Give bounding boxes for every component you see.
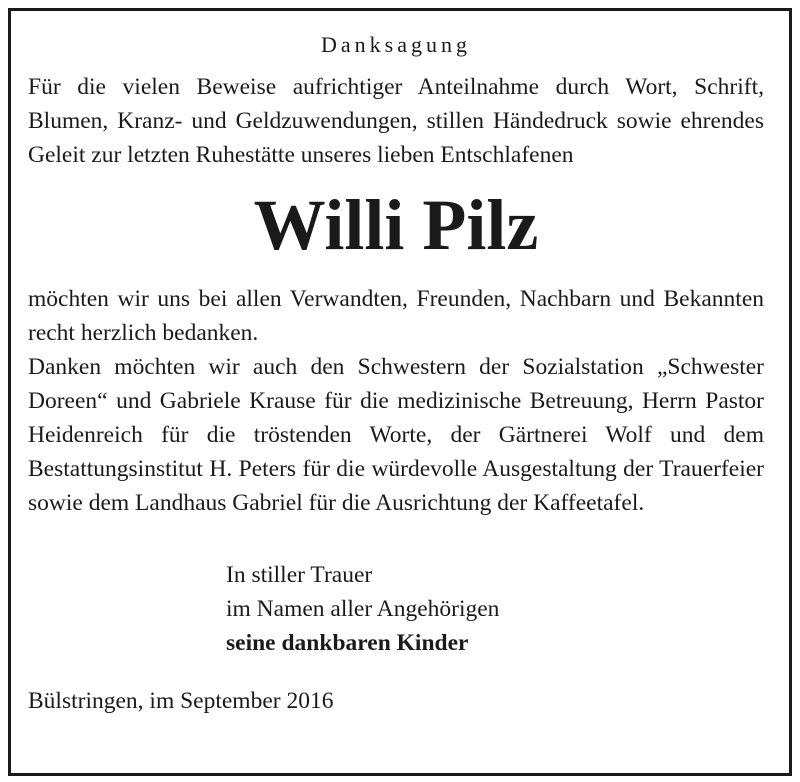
notice-heading: Danksagung	[321, 32, 471, 57]
deceased-name: Willi Pilz	[253, 185, 539, 265]
notice-content	[28, 22, 764, 718]
additional-thanks-paragraph: Danken möchten wir auch den Schwestern der Sozialstation „Schwester Doreen“ und Gabriele Krause für die medizinische Betreuung, Herrn Pastor Heidenreich für die tröstenden Worte, der Gärtnerei Wolf und dem Bestattungsinstitut H. Peters für die würdevolle Ausgestaltung der Trauerfeier sowie dem Landhaus Gabriel für die Ausrichtung der Kaffeetafel.	[28, 354, 764, 516]
signature-block	[226, 558, 764, 660]
signature-line-mourning: In stiller Trauer	[226, 562, 373, 588]
intro-paragraph: Für die vielen Beweise aufrichtiger Anteilnahme durch Wort, Schrift, Blumen, Kranz- und Geldzuwendungen, stillen Händedruck sowie ehrendes Geleit zur letzten Ruhestätte unseres lieben Entschlafenen	[28, 74, 764, 168]
signature-line-children: seine dankbaren Kinder	[226, 630, 469, 656]
place-date: Bülstringen, im September 2016	[28, 688, 334, 714]
signature-line-relatives: im Namen aller Angehörigen	[226, 596, 500, 622]
thanks-paragraph: möchten wir uns bei allen Verwandten, Freunden, Nachbarn und Bekannten recht herzlich bedanken.	[28, 286, 764, 346]
